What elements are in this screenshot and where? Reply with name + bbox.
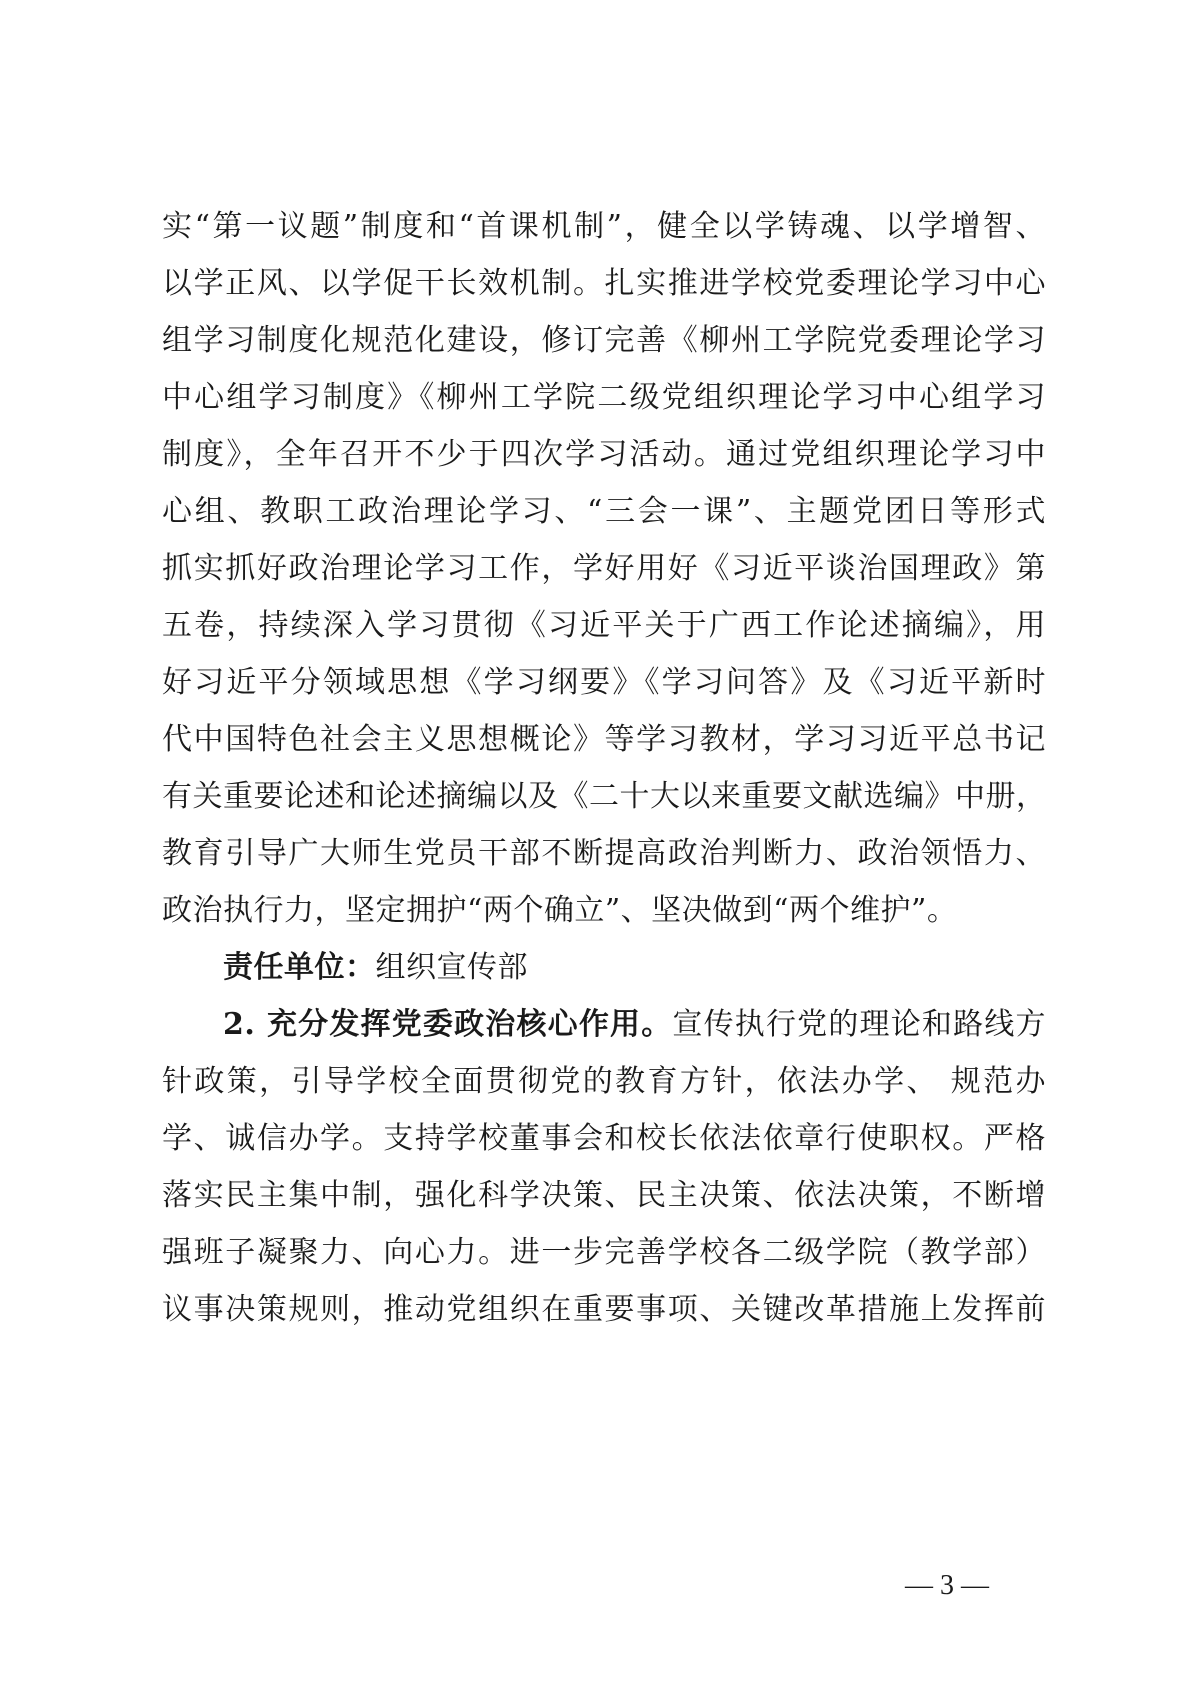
body-text-line: 实“第一议题”制度和“首课机制”，健全以学铸魂、以学增智、 — [162, 209, 1046, 244]
body-text-line: 代中国特色社会主义思想概论》等学习教材，学习习近平总书记 — [162, 722, 1046, 757]
body-text-line: 五卷，持续深入学习贯彻《习近平关于广西工作论述摘编》，用 — [162, 608, 1046, 643]
body-text-line: 强班子凝聚力、向心力。进一步完善学校各二级学院（教学部） — [162, 1235, 1046, 1270]
item-2-first-line — [223, 1005, 1046, 1045]
body-text-line: 议事决策规则，推动党组织在重要事项、关键改革措施上发挥前 — [162, 1292, 1046, 1327]
body-text-line: 针政策，引导学校全面贯彻党的教育方针，依法办学、 规范办 — [162, 1064, 1046, 1099]
body-text-line: 学、诚信办学。支持学校董事会和校长依法依章行使职权。严格 — [162, 1121, 1046, 1156]
page-number: — 3 — — [905, 1570, 989, 1601]
responsibility-value: 组织宣传部 — [375, 950, 528, 985]
body-text-line: 抓实抓好政治理论学习工作，学好用好《习近平谈治国理政》第 — [162, 551, 1046, 586]
body-text-line: 政治执行力，坚定拥护“两个确立”、坚决做到“两个维护”。 — [162, 893, 958, 928]
body-text-line: 落实民主集中制，强化科学决策、民主决策、依法决策，不断增 — [162, 1178, 1046, 1213]
body-text-line: 组学习制度化规范化建设，修订完善《柳州工学院党委理论学习 — [162, 323, 1046, 358]
body-text-line: 好习近平分领域思想《学习纲要》《学习问答》及《习近平新时 — [162, 665, 1046, 700]
responsibility-label: 责任单位： — [223, 950, 376, 985]
body-text-line: 教育引导广大师生党员干部不断提高政治判断力、政治领悟力、 — [162, 836, 1046, 871]
body-text-line: 有关重要论述和论述摘编以及《二十大以来重要文献选编》中册， — [162, 779, 1047, 814]
responsibility-line — [223, 948, 1046, 988]
item-2-heading: 2. 充分发挥党委政治核心作用。 — [223, 1007, 673, 1042]
body-text-line: 中心组学习制度》《柳州工学院二级党组织理论学习中心组学习 — [162, 380, 1046, 415]
body-text-line: 心组、教职工政治理论学习、“三会一课”、主题党团日等形式 — [162, 494, 1046, 529]
body-text-line: 以学正风、以学促干长效机制。扎实推进学校党委理论学习中心 — [162, 266, 1046, 301]
item-2-text: 宣传执行党的理论和路线方 — [672, 1007, 1047, 1042]
body-text-line: 制度》，全年召开不少于四次学习活动。通过党组织理论学习中 — [162, 437, 1046, 472]
